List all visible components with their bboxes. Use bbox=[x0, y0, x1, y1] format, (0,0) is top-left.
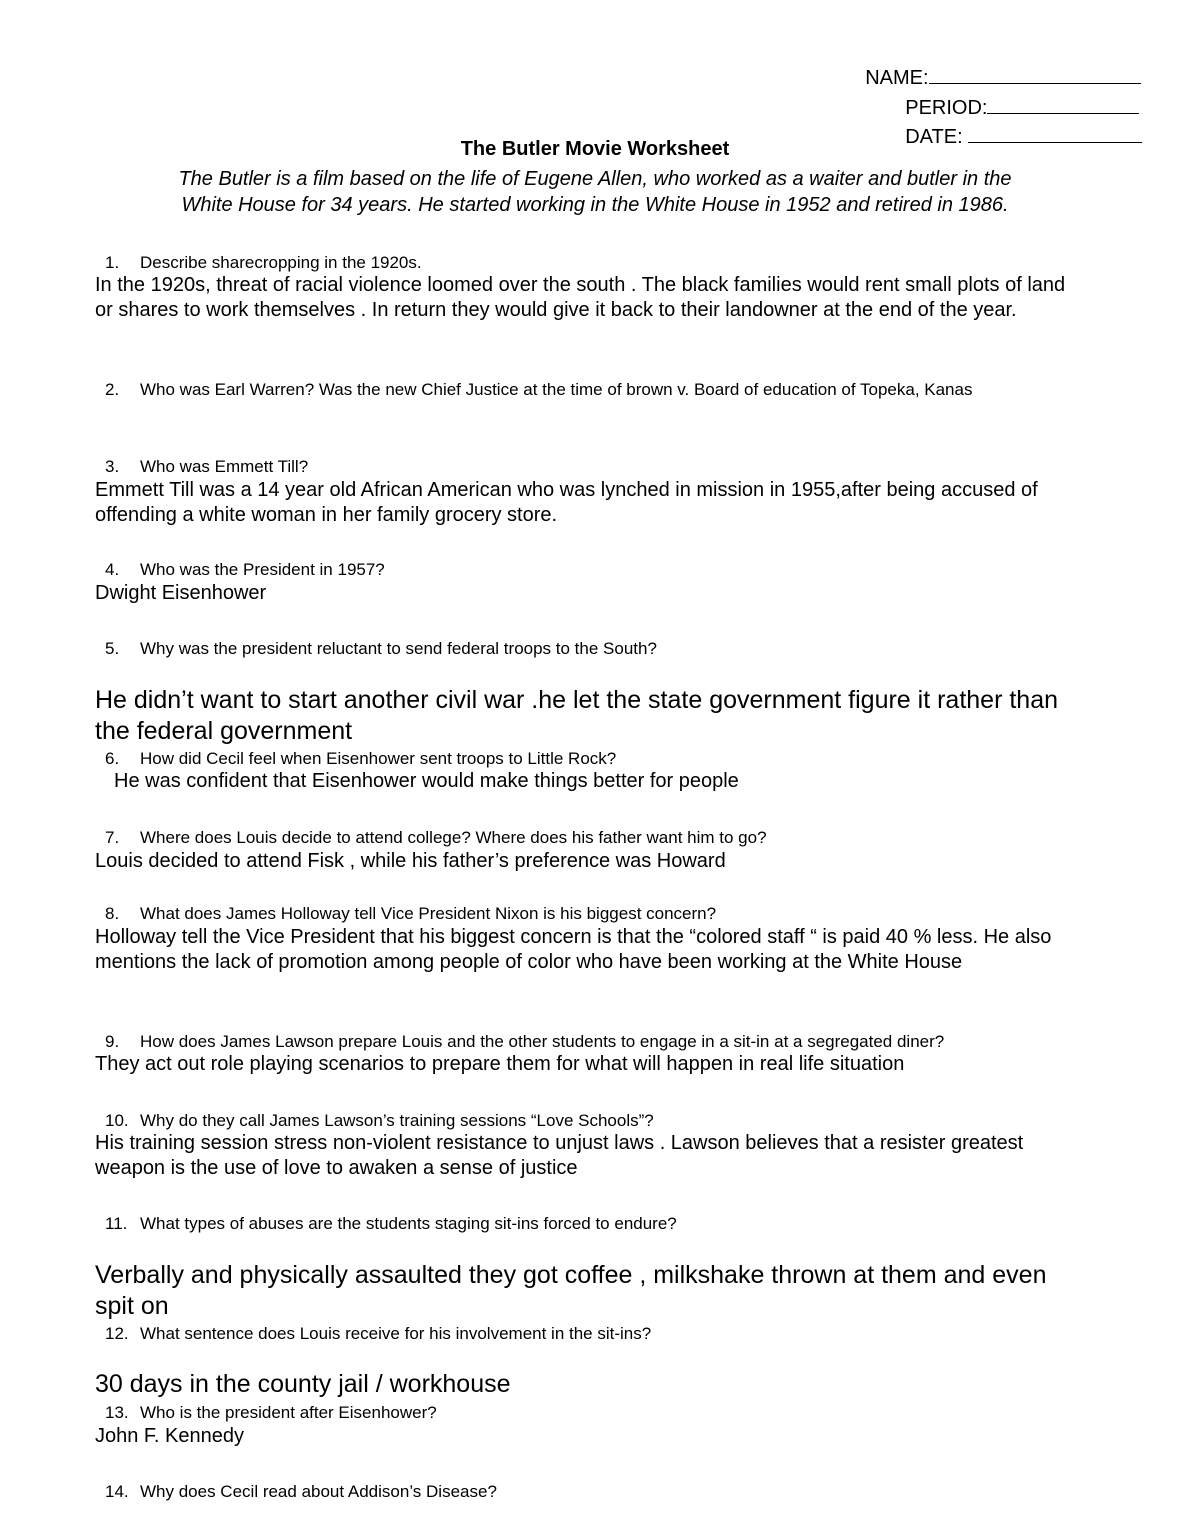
question-13 bbox=[105, 1401, 1065, 1424]
question-7 bbox=[105, 826, 1065, 849]
worksheet-title: The Butler Movie Worksheet bbox=[460, 138, 730, 160]
question-3 bbox=[105, 455, 1065, 478]
question-number: 14. bbox=[105, 1482, 129, 1501]
question-14 bbox=[105, 1480, 1065, 1503]
question-6 bbox=[105, 747, 1065, 770]
question-text: Describe sharecropping in the 1920s. bbox=[140, 253, 422, 272]
question-1 bbox=[105, 251, 1065, 274]
question-number: 1. bbox=[105, 253, 120, 272]
answer-3: Emmett Till was a 14 year old African American who was lynched in mission in 1955,after being accused of offending a white woman in her family grocery store. bbox=[95, 479, 1038, 526]
name-label: NAME: bbox=[865, 67, 929, 89]
question-text: Where does Louis decide to attend college? Where does his father want him to go? bbox=[140, 828, 767, 847]
question-number: 13. bbox=[105, 1403, 129, 1422]
question-2 bbox=[105, 378, 1065, 401]
question-text: Who was Emmett Till? bbox=[140, 457, 309, 476]
question-number: 3. bbox=[105, 457, 120, 476]
question-9 bbox=[105, 1030, 1065, 1053]
question-number: 9. bbox=[105, 1032, 120, 1051]
question-text: Why do they call James Lawson’s training sessions “Love Schools”? bbox=[140, 1111, 654, 1130]
intro-line-2: White House for 34 years. He started working in the White House in 1952 and retired in 1986. bbox=[181, 194, 1009, 216]
intro-paragraph bbox=[120, 166, 1070, 218]
intro-line-1: The Butler is a film based on the life of Eugene Allen, who worked as a waiter and butler in the bbox=[178, 168, 1012, 190]
question-number: 5. bbox=[105, 639, 120, 658]
answer-12: 30 days in the county jail / workhouse bbox=[95, 1370, 511, 1398]
question-8 bbox=[105, 902, 1065, 925]
question-number: 6. bbox=[105, 749, 120, 768]
question-number: 7. bbox=[105, 828, 120, 847]
question-11 bbox=[105, 1212, 1065, 1235]
question-number: 11. bbox=[105, 1214, 128, 1233]
question-number: 4. bbox=[105, 560, 120, 579]
question-10 bbox=[105, 1109, 1065, 1132]
answer-6: He was confident that Eisenhower would make things better for people bbox=[114, 770, 739, 792]
question-text: Why does Cecil read about Addison’s Disease? bbox=[140, 1482, 497, 1501]
question-4 bbox=[105, 558, 1065, 581]
answer-13: John F. Kennedy bbox=[95, 1425, 244, 1447]
answer-1: In the 1920s, threat of racial violence loomed over the south . The black families would rent small plots of land or shares to work themselves . In return they would give it back to their landowner at the end of the year. bbox=[95, 274, 1066, 321]
question-text: Who was the President in 1957? bbox=[140, 560, 385, 579]
question-number: 8. bbox=[105, 904, 120, 923]
question-5 bbox=[105, 637, 1065, 660]
question-text: What types of abuses are the students staging sit-ins forced to endure? bbox=[140, 1214, 677, 1233]
answer-4: Dwight Eisenhower bbox=[95, 582, 267, 604]
answer-9: They act out role playing scenarios to prepare them for what will happen in real life situation bbox=[95, 1053, 905, 1075]
question-text: What sentence does Louis receive for his involvement in the sit-ins? bbox=[140, 1324, 652, 1343]
question-12 bbox=[105, 1322, 1065, 1345]
date-label: DATE: bbox=[905, 126, 969, 148]
question-text: What does James Holloway tell Vice President Nixon is his biggest concern? bbox=[140, 904, 717, 923]
answer-8: Holloway tell the Vice President that his biggest concern is that the “colored staff “ is paid 40 % less. He also mentions the lack of promotion among people of color who have been working at the White House bbox=[95, 926, 1052, 973]
question-text: Why was the president reluctant to send federal troops to the South? bbox=[140, 639, 657, 658]
period-label: PERIOD: bbox=[905, 97, 988, 119]
question-number: 12. bbox=[105, 1324, 129, 1343]
question-text: How does James Lawson prepare Louis and the other students to engage in a sit-in at a segregated diner? bbox=[140, 1032, 945, 1051]
question-number: 10. bbox=[105, 1111, 129, 1130]
question-text: How did Cecil feel when Eisenhower sent troops to Little Rock? bbox=[140, 749, 617, 768]
answer-10: His training session stress non-violent resistance to unjust laws . Lawson believes that a resister greatest weapon is the use of love to awaken a sense of justice bbox=[95, 1132, 1024, 1179]
answer-11: Verbally and physically assaulted they got coffee , milkshake thrown at them and even spit on bbox=[95, 1261, 1047, 1320]
answer-5: He didn’t want to start another civil war .he let the state government figure it rather than the federal government bbox=[95, 686, 1059, 745]
question-text: Who is the president after Eisenhower? bbox=[140, 1403, 437, 1422]
question-number: 2. bbox=[105, 380, 120, 399]
answer-7: Louis decided to attend Fisk , while his father’s preference was Howard bbox=[95, 850, 726, 872]
question-text: Who was Earl Warren? Was the new Chief Justice at the time of brown v. Board of education of Topeka, Kanas bbox=[140, 380, 973, 399]
